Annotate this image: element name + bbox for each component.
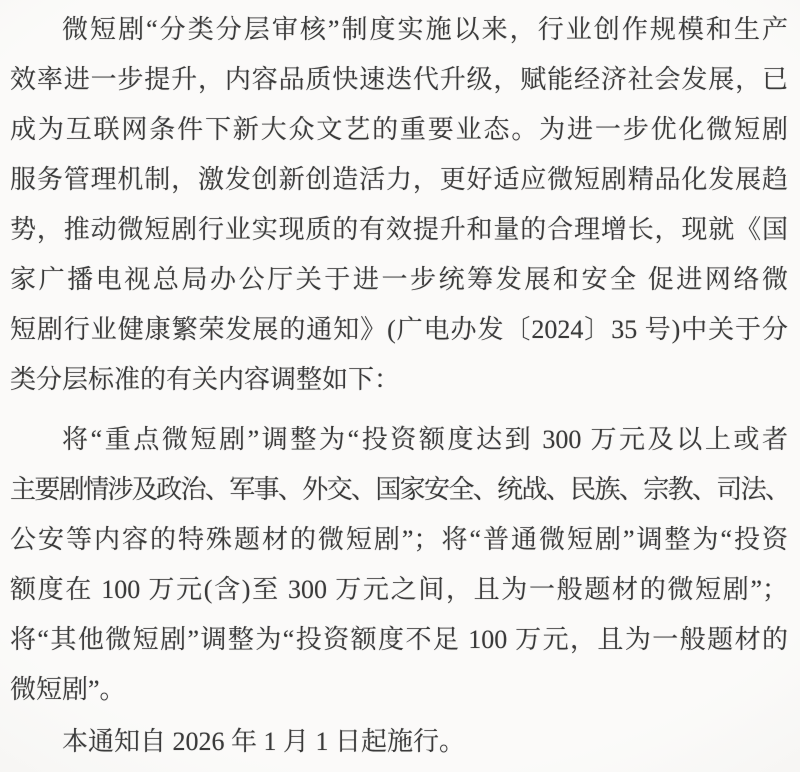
text-line: 短剧行业健康繁荣发展的通知》(广电办发〔2024〕35 号)中关于分 (10, 315, 788, 344)
text-line: 本通知自 2026 年 1 月 1 日起施行。 (62, 727, 466, 756)
paragraph-effective-date (10, 717, 788, 767)
text-line: 微短剧”。 (10, 675, 126, 704)
text-line: 将“其他微短剧”调整为“投资额度不足 100 万元，且为一般题材的 (10, 625, 788, 654)
text-line: 家广播电视总局办公厅关于进一步统筹发展和安全 促进网络微 (10, 265, 788, 294)
text-line: 微短剧“分类分层审核”制度实施以来，行业创作规模和生产 (62, 15, 788, 44)
text-line: 额度在 100 万元(含)至 300 万元之间，且为一般题材的微短剧”； (10, 575, 788, 604)
text-line: 成为互联网条件下新大众文艺的重要业态。为进一步优化微短剧 (10, 115, 788, 144)
paragraph-intro (10, 5, 788, 405)
text-line: 服务管理机制，激发创新创造活力，更好适应微短剧精品化发展趋 (10, 165, 788, 194)
text-line: 类分层标准的有关内容调整如下： (10, 365, 401, 394)
text-line: 公安等内容的特殊题材的微短剧”；将“普通微短剧”调整为“投资 (10, 525, 788, 554)
paragraph-classification-adjustments (10, 415, 788, 715)
text-line: 势，推动微短剧行业实现质的有效提升和量的合理增长，现就《国 (10, 215, 788, 244)
text-line: 将“重点微短剧”调整为“投资额度达到 300 万元及以上或者 (62, 425, 788, 454)
text-line: 主要剧情涉及政治、军事、外交、国家安全、统战、民族、宗教、司法、 (10, 475, 788, 504)
text-line: 效率进一步提升，内容品质快速迭代升级，赋能经济社会发展，已 (10, 65, 788, 94)
